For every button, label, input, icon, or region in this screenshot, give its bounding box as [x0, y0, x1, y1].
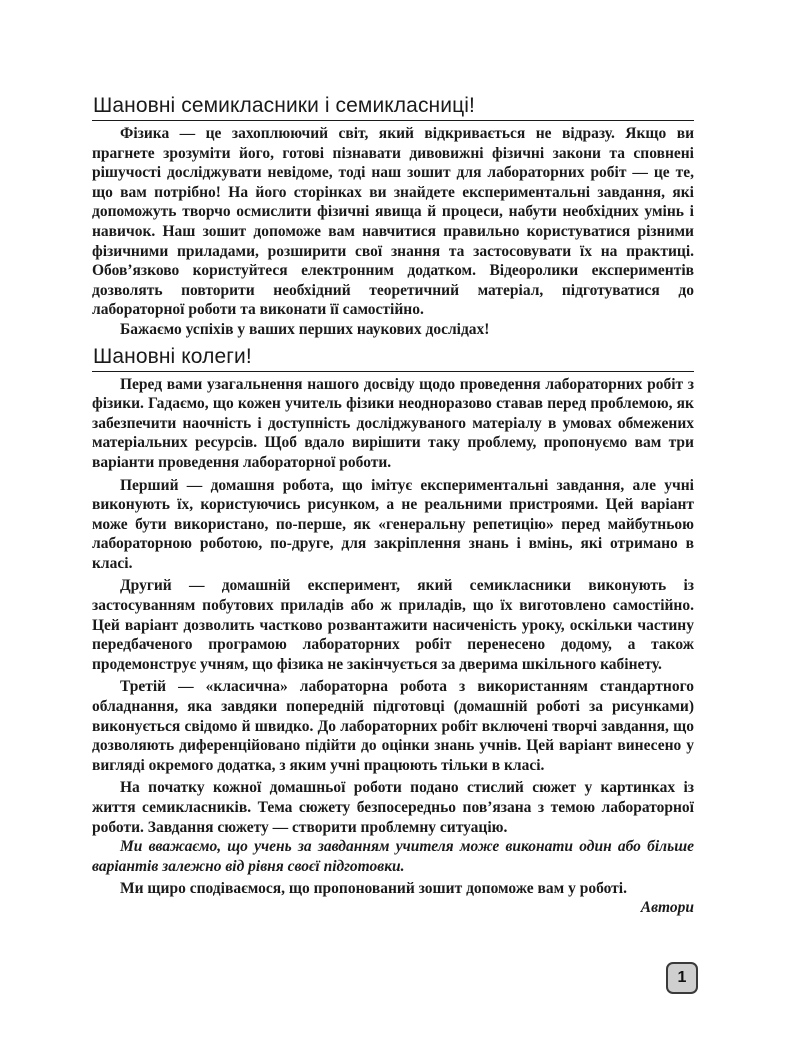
third-variant-paragraph: Третій — «класична» лабораторна робота з використанням стандартного обладнання, яка завдяки попередній підготовці (домашній роботі за рисунками) виконується свідомо й швидко. До лабораторних робіт включені творчі завдання, що дозволяють диференційовано підійти до оцінки знань учнів. Цей варіант винесено у вигляді окремого додатка, з яким учні працюють тільки в класі.	[92, 678, 694, 774]
closing-paragraph: Ми щиро сподіваємося, що пропонований зошит допоможе вам у роботі.	[120, 880, 627, 898]
colleagues-heading: Шановні колеги!	[92, 343, 694, 372]
authors-signature: Автори	[640, 898, 694, 916]
colleagues-intro-paragraph: Перед вами узагальнення нашого досвіду щодо проведення лабораторних робіт з фізики. Гадаємо, що кожен учитель фізики неодноразово ставав перед проблемою, як забезпечити наочність і доступність досліджуваного матеріалу в умовах обмежених матеріальних ресурсів. Щоб вдало вирішити таку проблему, пропонуємо вам три варіанти проведення лабораторної роботи.	[92, 375, 694, 471]
students-wishes-paragraph: Бажаємо успіхів у ваших перших наукових дослідах!	[120, 320, 490, 338]
page-content	[92, 92, 694, 917]
page-number-badge: 1	[666, 962, 698, 994]
students-intro-paragraph: Фізика — це захоплюючий світ, який відкривається не відразу. Якщо ви прагнете зрозуміти його, готові пізнавати дивовижні фізичні закони та сповнені рішучості досліджувати невідоме, тоді наш зошит для лабораторних робіт — це те, що вам потрібно! На його сторінках ви знайдете експериментальні завдання, які допоможуть творчо осмислити фізичні явища й процеси, набути необхідних умінь і навичок. Наш зошит допоможе вам навчитися правильно користуватися різними фізичними приладами, розширити свої знання та застосовувати їх на практиці. Обов’язково користуйтеся електронним додатком. Відеоролики експериментів дозволять повторити необхідний теоретичний матеріал, підготуватися до лабораторної роботи та виконати її самостійно.	[92, 125, 694, 319]
first-variant-paragraph: Перший — домашня робота, що імітує експериментальні завдання, але учні виконують їх, користуючись рисунком, а не реальними пристроями. Цей варіант може бути використано, по-перше, як «генеральну репетицію» перед майбутньою лабораторною роботою, по-друге, для закріплення знань і вмінь, які отримано в класі.	[92, 476, 694, 572]
plot-paragraph: На початку кожної домашньої роботи подано стислий сюжет у картинках із життя семикласників. Тема сюжету безпосередньо пов’язана з темою лабораторної роботи. Завдання сюжету — створити проблемну ситуацію.	[92, 779, 694, 836]
colleagues-text	[92, 375, 694, 899]
students-section	[92, 92, 694, 340]
italic-note-paragraph: Ми вважаємо, що учень за завданням учителя може виконати один або більше варіантів залежно від рівня своєї підготовки.	[92, 838, 694, 875]
second-variant-paragraph: Другий — домашній експеримент, який семикласники виконують із застосуванням побутових приладів або ж приладів, що їх виготовлено самостійно. Цей варіант дозволить частково розвантажити насиченість уроку, оскільки частину передбаченого програмою лабораторних робіт перенесено додому, а також продемонструє учням, що фізика не закінчується за дверима шкільного кабінету.	[92, 577, 694, 673]
students-heading: Шановні семикласники і семикласниці!	[92, 92, 694, 121]
students-text	[92, 124, 694, 340]
colleagues-section	[92, 343, 694, 917]
